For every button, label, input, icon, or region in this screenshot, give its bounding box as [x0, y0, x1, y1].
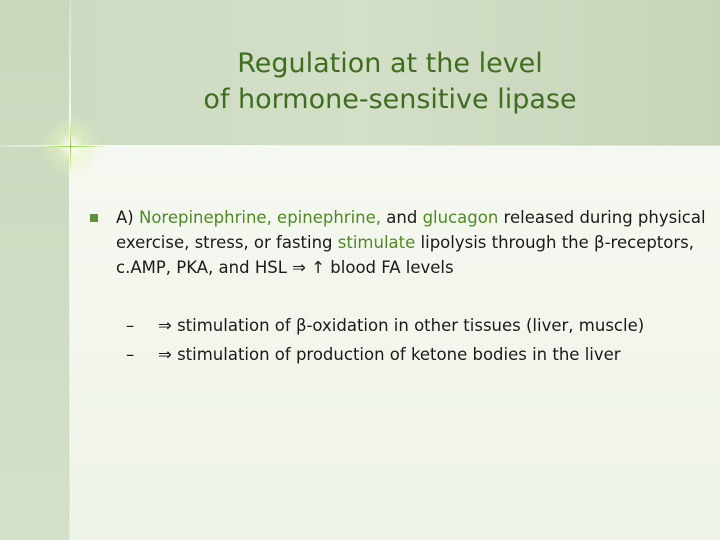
- arrow-symbols: ⇒ ↑: [292, 258, 326, 277]
- sub-bullet-text: ⇒ stimulation of β-oxidation in other tissues (liver, muscle): [158, 316, 645, 335]
- bullet-prefix: A): [116, 208, 139, 227]
- sub-bullet: [126, 313, 706, 338]
- bullet-text-released: released during physical exercise, stress, or fasting: [116, 208, 706, 252]
- bullet-text-end: blood FA levels: [325, 258, 454, 277]
- sub-bullet-dash: –: [126, 316, 135, 335]
- bullet-paragraph: [116, 205, 706, 280]
- vertical-divider: [69, 0, 71, 540]
- glucagon-highlight: glucagon: [422, 208, 499, 227]
- sub-bullet-text: ⇒ stimulation of production of ketone bodies in the liver: [158, 345, 621, 364]
- slide-title: [100, 46, 680, 118]
- sub-bullet-dash: –: [126, 345, 135, 364]
- bullet-square-icon: [90, 214, 98, 222]
- sparkle-horizontal-ray: [30, 146, 112, 147]
- left-band: [0, 0, 70, 540]
- slide-title-line-2: of hormone-sensitive lipase: [203, 84, 577, 115]
- bullet-text-lipolysis: lipolysis through the β-receptors, c.AMP, PKA, and HSL: [116, 233, 694, 277]
- slide-title-line-1: Regulation at the level: [237, 48, 543, 79]
- bullet-text-and: and: [381, 208, 423, 227]
- sub-bullet: [126, 342, 706, 367]
- hormones-highlight: Norepinephrine, epinephrine,: [138, 208, 382, 227]
- stimulate-highlight: stimulate: [337, 233, 416, 252]
